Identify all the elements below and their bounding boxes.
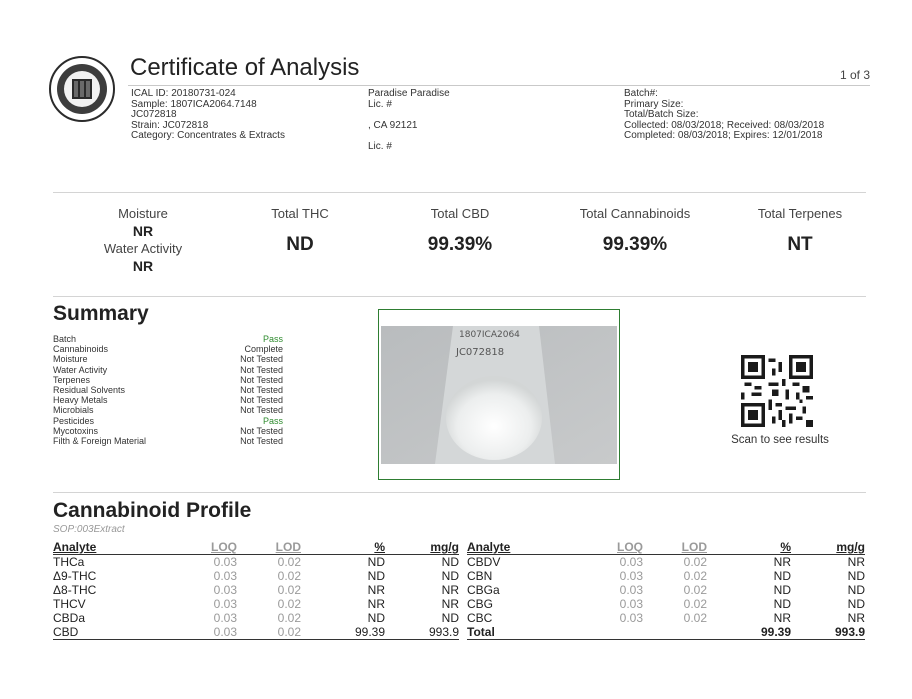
cannabinoid-profile-title: Cannabinoid Profile <box>53 499 252 522</box>
table-header-row <box>467 540 865 555</box>
total-terpenes-label: Total Terpenes <box>757 206 843 221</box>
mg-g-cell: ND <box>847 583 865 597</box>
lod-cell <box>643 625 707 640</box>
summary-label: Heavy Metals <box>53 395 108 406</box>
table-row <box>53 583 459 597</box>
summary-row <box>53 385 283 395</box>
summary-row <box>53 354 283 364</box>
info-line <box>368 110 450 121</box>
percent-cell: NR <box>773 555 791 569</box>
column-header: LOQ <box>579 540 643 555</box>
info-line: Batch#: <box>624 88 658 99</box>
table-row <box>467 569 865 583</box>
column-header: LOD <box>237 540 301 555</box>
divider <box>53 492 866 493</box>
lab-seal-logo <box>48 55 116 123</box>
loq-cell <box>579 625 643 640</box>
column-header: Analyte <box>467 540 579 555</box>
analyte-cell: CBDV <box>467 555 501 569</box>
moisture-value: NR <box>132 223 154 239</box>
summary-title: Summary <box>53 302 149 325</box>
lod-cell: 0.02 <box>277 569 301 583</box>
info-line: Total/Batch Size: <box>624 109 699 120</box>
mg-g-cell: ND <box>847 597 865 611</box>
info-line: , CA 92121 <box>368 119 418 131</box>
analyte-cell: Total <box>467 625 579 640</box>
percent-cell: 99.39 <box>707 625 791 640</box>
lod-cell: 0.02 <box>277 611 301 625</box>
summary-value: Not Tested <box>240 374 283 385</box>
summary-row <box>53 375 283 385</box>
info-line: ICAL ID: 20180731-024 <box>131 88 236 99</box>
info-line: Strain: JC072818 <box>131 119 209 131</box>
summary-label: Mycotoxins <box>53 425 99 436</box>
client-info <box>368 89 450 152</box>
divider <box>53 296 866 297</box>
summary-list <box>53 334 283 446</box>
lod-cell: 0.02 <box>683 569 707 583</box>
column-header: mg/g <box>791 540 865 555</box>
info-line: Lic. # <box>368 140 392 152</box>
total-terpenes-value: NT <box>787 234 813 255</box>
moisture-label: Moisture <box>118 206 168 221</box>
analyte-cell: THCa <box>53 555 85 569</box>
lod-cell: 0.02 <box>277 555 301 569</box>
info-line: Collected: 08/03/2018; Received: 08/03/2018 <box>624 119 825 131</box>
summary-value: Not Tested <box>240 395 283 406</box>
summary-row <box>53 405 283 415</box>
document-title: Certificate of Analysis <box>130 54 360 81</box>
total-thc-label: Total THC <box>271 206 329 221</box>
lod-cell: 0.02 <box>683 597 707 611</box>
column-header: mg/g <box>385 540 459 555</box>
summary-label: Residual Solvents <box>53 384 126 395</box>
lod-cell: 0.02 <box>683 555 707 569</box>
cannabinoid-table-right <box>467 540 865 640</box>
loq-cell: 0.03 <box>173 625 237 640</box>
loq-cell: 0.03 <box>213 555 237 569</box>
summary-label: Cannabinoids <box>53 344 109 355</box>
summary-label: Pesticides <box>53 415 95 426</box>
divider <box>53 192 866 193</box>
column-header: LOD <box>643 540 707 555</box>
percent-cell: NR <box>367 583 385 597</box>
summary-row <box>53 436 283 446</box>
table-row <box>467 555 865 570</box>
photo-handwritten-label: 1807ICA2064 <box>459 330 520 340</box>
total-row <box>467 625 865 640</box>
analyte-cell: CBG <box>467 597 494 611</box>
table-row <box>467 583 865 597</box>
lod-cell: 0.02 <box>683 611 707 625</box>
table-header-row <box>53 540 459 555</box>
mg-g-cell: NR <box>441 597 459 611</box>
lod-cell: 0.02 <box>683 583 707 597</box>
summary-row <box>53 365 283 375</box>
info-line: Primary Size: <box>624 98 684 110</box>
loq-cell: 0.03 <box>619 583 643 597</box>
total-terpenes-metric <box>725 206 875 256</box>
page-number: 1 of 3 <box>839 68 870 82</box>
summary-value: Complete <box>244 344 283 355</box>
water-activity-label: Water Activity <box>103 241 183 256</box>
moisture-metric <box>78 206 208 274</box>
loq-cell: 0.03 <box>213 583 237 597</box>
summary-value: Not Tested <box>240 384 283 395</box>
summary-value: Not Tested <box>240 364 283 375</box>
loq-cell: 0.03 <box>619 555 643 569</box>
water-activity-value: NR <box>132 258 154 274</box>
analyte-cell: CBDa <box>53 611 86 625</box>
total-cannabinoids-label: Total Cannabinoids <box>579 206 691 221</box>
percent-cell: NR <box>773 611 791 625</box>
total-cannabinoids-value: 99.39% <box>602 234 668 255</box>
info-line: Lic. # <box>368 98 392 110</box>
total-cbd-value: 99.39% <box>427 234 493 255</box>
total-cannabinoids-metric <box>555 206 715 256</box>
summary-row <box>53 344 283 354</box>
percent-cell: ND <box>773 597 791 611</box>
column-header: LOQ <box>173 540 237 555</box>
analyte-cell: Δ8-THC <box>53 583 97 597</box>
loq-cell: 0.03 <box>213 569 237 583</box>
loq-cell: 0.03 <box>619 611 643 625</box>
percent-cell: ND <box>367 569 385 583</box>
table-row <box>53 555 459 570</box>
summary-label: Filth & Foreign Material <box>53 435 147 446</box>
info-line: JC072818 <box>131 109 177 120</box>
percent-cell: ND <box>773 569 791 583</box>
summary-label: Microbials <box>53 405 94 416</box>
mg-g-cell: ND <box>441 569 459 583</box>
loq-cell: 0.03 <box>619 569 643 583</box>
summary-label: Moisture <box>53 354 88 365</box>
lod-cell: 0.02 <box>277 583 301 597</box>
table-row <box>53 569 459 583</box>
table-row <box>467 597 865 611</box>
mg-g-cell: NR <box>847 555 865 569</box>
table-row <box>467 611 865 625</box>
summary-row <box>53 426 283 436</box>
qr-caption: Scan to see results <box>731 434 829 446</box>
summary-row <box>53 395 283 405</box>
summary-value: Not Tested <box>240 425 283 436</box>
column-header: % <box>301 540 385 555</box>
percent-cell: 99.39 <box>301 625 385 640</box>
loq-cell: 0.03 <box>213 597 237 611</box>
info-line <box>368 131 450 142</box>
summary-value: Not Tested <box>240 354 283 365</box>
summary-row <box>53 416 283 426</box>
column-header: Analyte <box>53 540 173 555</box>
table-row <box>53 597 459 611</box>
info-line: Paradise Paradise <box>368 88 450 99</box>
info-line: Completed: 08/03/2018; Expires: 12/01/2018 <box>624 130 823 141</box>
loq-cell: 0.03 <box>213 611 237 625</box>
mg-g-cell: 993.9 <box>385 625 459 640</box>
table-row <box>53 625 459 640</box>
sample-info <box>131 89 285 142</box>
loq-cell: 0.03 <box>619 597 643 611</box>
summary-value: Pass <box>262 415 283 426</box>
summary-value: Not Tested <box>240 405 283 416</box>
analyte-cell: CBN <box>467 569 493 583</box>
summary-label: Batch <box>53 334 77 344</box>
info-line: Sample: 1807ICA2064.7148 <box>131 98 257 110</box>
percent-cell: ND <box>367 555 385 569</box>
header-divider <box>128 85 870 86</box>
percent-cell: ND <box>367 611 385 625</box>
percent-cell: ND <box>773 583 791 597</box>
qr-code-icon[interactable] <box>737 355 817 432</box>
summary-label: Terpenes <box>53 374 91 385</box>
batch-info <box>624 89 824 142</box>
column-header: % <box>707 540 791 555</box>
analyte-cell: CBD <box>53 625 173 640</box>
percent-cell: NR <box>367 597 385 611</box>
analyte-cell: THCV <box>53 597 86 611</box>
table-row <box>53 611 459 625</box>
analyte-cell: Δ9-THC <box>53 569 97 583</box>
photo-handwritten-label: JC072818 <box>456 347 505 358</box>
total-cbd-label: Total CBD <box>430 206 490 221</box>
mg-g-cell: 993.9 <box>791 625 865 640</box>
mg-g-cell: ND <box>441 611 459 625</box>
summary-label: Water Activity <box>53 364 108 375</box>
analyte-cell: CBGa <box>467 583 500 597</box>
summary-value: Pass <box>262 334 283 344</box>
lod-cell: 0.02 <box>237 625 301 640</box>
cannabinoid-table-left <box>53 540 459 640</box>
total-thc-value: ND <box>286 234 314 255</box>
total-thc-metric <box>225 206 375 256</box>
total-cbd-metric <box>385 206 535 256</box>
info-line: Category: Concentrates & Extracts <box>131 130 285 141</box>
summary-value: Not Tested <box>240 435 283 446</box>
lod-cell: 0.02 <box>277 597 301 611</box>
mg-g-cell: ND <box>847 569 865 583</box>
summary-row <box>53 334 283 344</box>
sop-label: SOP:003Extract <box>53 524 125 535</box>
mg-g-cell: NR <box>847 611 865 625</box>
mg-g-cell: NR <box>441 583 459 597</box>
mg-g-cell: ND <box>441 555 459 569</box>
analyte-cell: CBC <box>467 611 493 625</box>
